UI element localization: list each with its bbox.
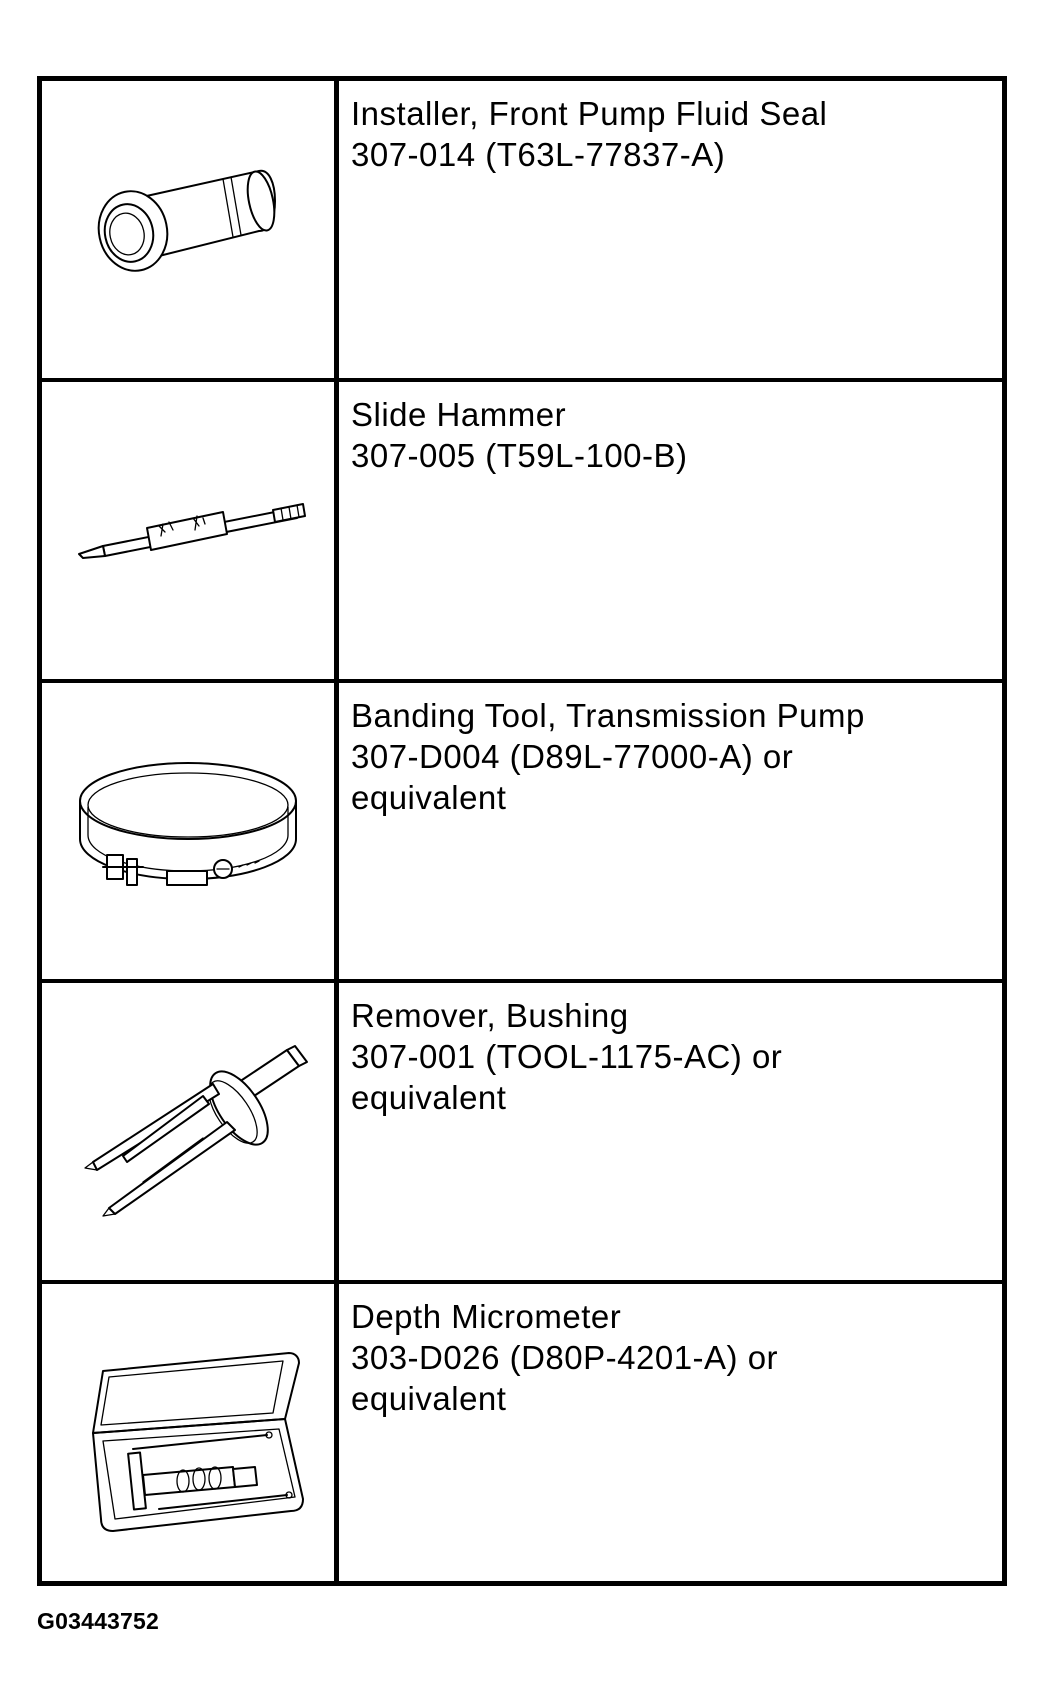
tool-row	[42, 983, 1002, 1284]
tool-description	[339, 81, 1002, 378]
bushing-remover-icon	[63, 1022, 313, 1242]
tool-image-cell	[42, 983, 339, 1280]
tool-name: Remover, Bushing	[351, 997, 629, 1035]
tool-name: Banding Tool, Transmission Pump	[351, 696, 865, 734]
figure-id: G03443752	[37, 1608, 160, 1634]
tool-row	[42, 382, 1002, 683]
tool-description	[339, 983, 1002, 1280]
tool-image-cell	[42, 81, 339, 378]
tool-row	[42, 683, 1002, 984]
tool-description	[339, 382, 1002, 679]
tool-image-cell	[42, 683, 339, 980]
tool-equivalent-note: equivalent	[351, 1079, 507, 1117]
tool-part-number: 307-001 (TOOL-1175-AC) or	[351, 1038, 783, 1076]
front-pump-seal-installer-icon	[63, 119, 313, 339]
tool-row	[42, 81, 1002, 382]
tool-name: Depth Micrometer	[351, 1298, 622, 1336]
tool-equivalent-note: equivalent	[351, 778, 507, 816]
tool-equivalent-note: equivalent	[351, 1380, 507, 1418]
tool-part-number: 303-D026 (D80P-4201-A) or	[351, 1339, 779, 1377]
special-tools-table	[37, 76, 1007, 1586]
depth-micrometer-icon	[63, 1323, 313, 1543]
tool-part-number: 307-005 (T59L-100-B)	[351, 436, 688, 474]
tool-row	[42, 1284, 1002, 1581]
tool-image-cell	[42, 1284, 339, 1581]
tool-name: Installer, Front Pump Fluid Seal	[351, 95, 828, 132]
tool-description	[339, 1284, 1002, 1581]
banding-tool-icon	[63, 721, 313, 941]
tool-part-number: 307-014 (T63L-77837-A)	[351, 136, 726, 173]
slide-hammer-icon	[63, 420, 313, 640]
tool-image-cell	[42, 382, 339, 679]
tool-description	[339, 683, 1002, 980]
tool-part-number: 307-D004 (D89L-77000-A) or	[351, 737, 794, 775]
tool-name: Slide Hammer	[351, 395, 567, 433]
